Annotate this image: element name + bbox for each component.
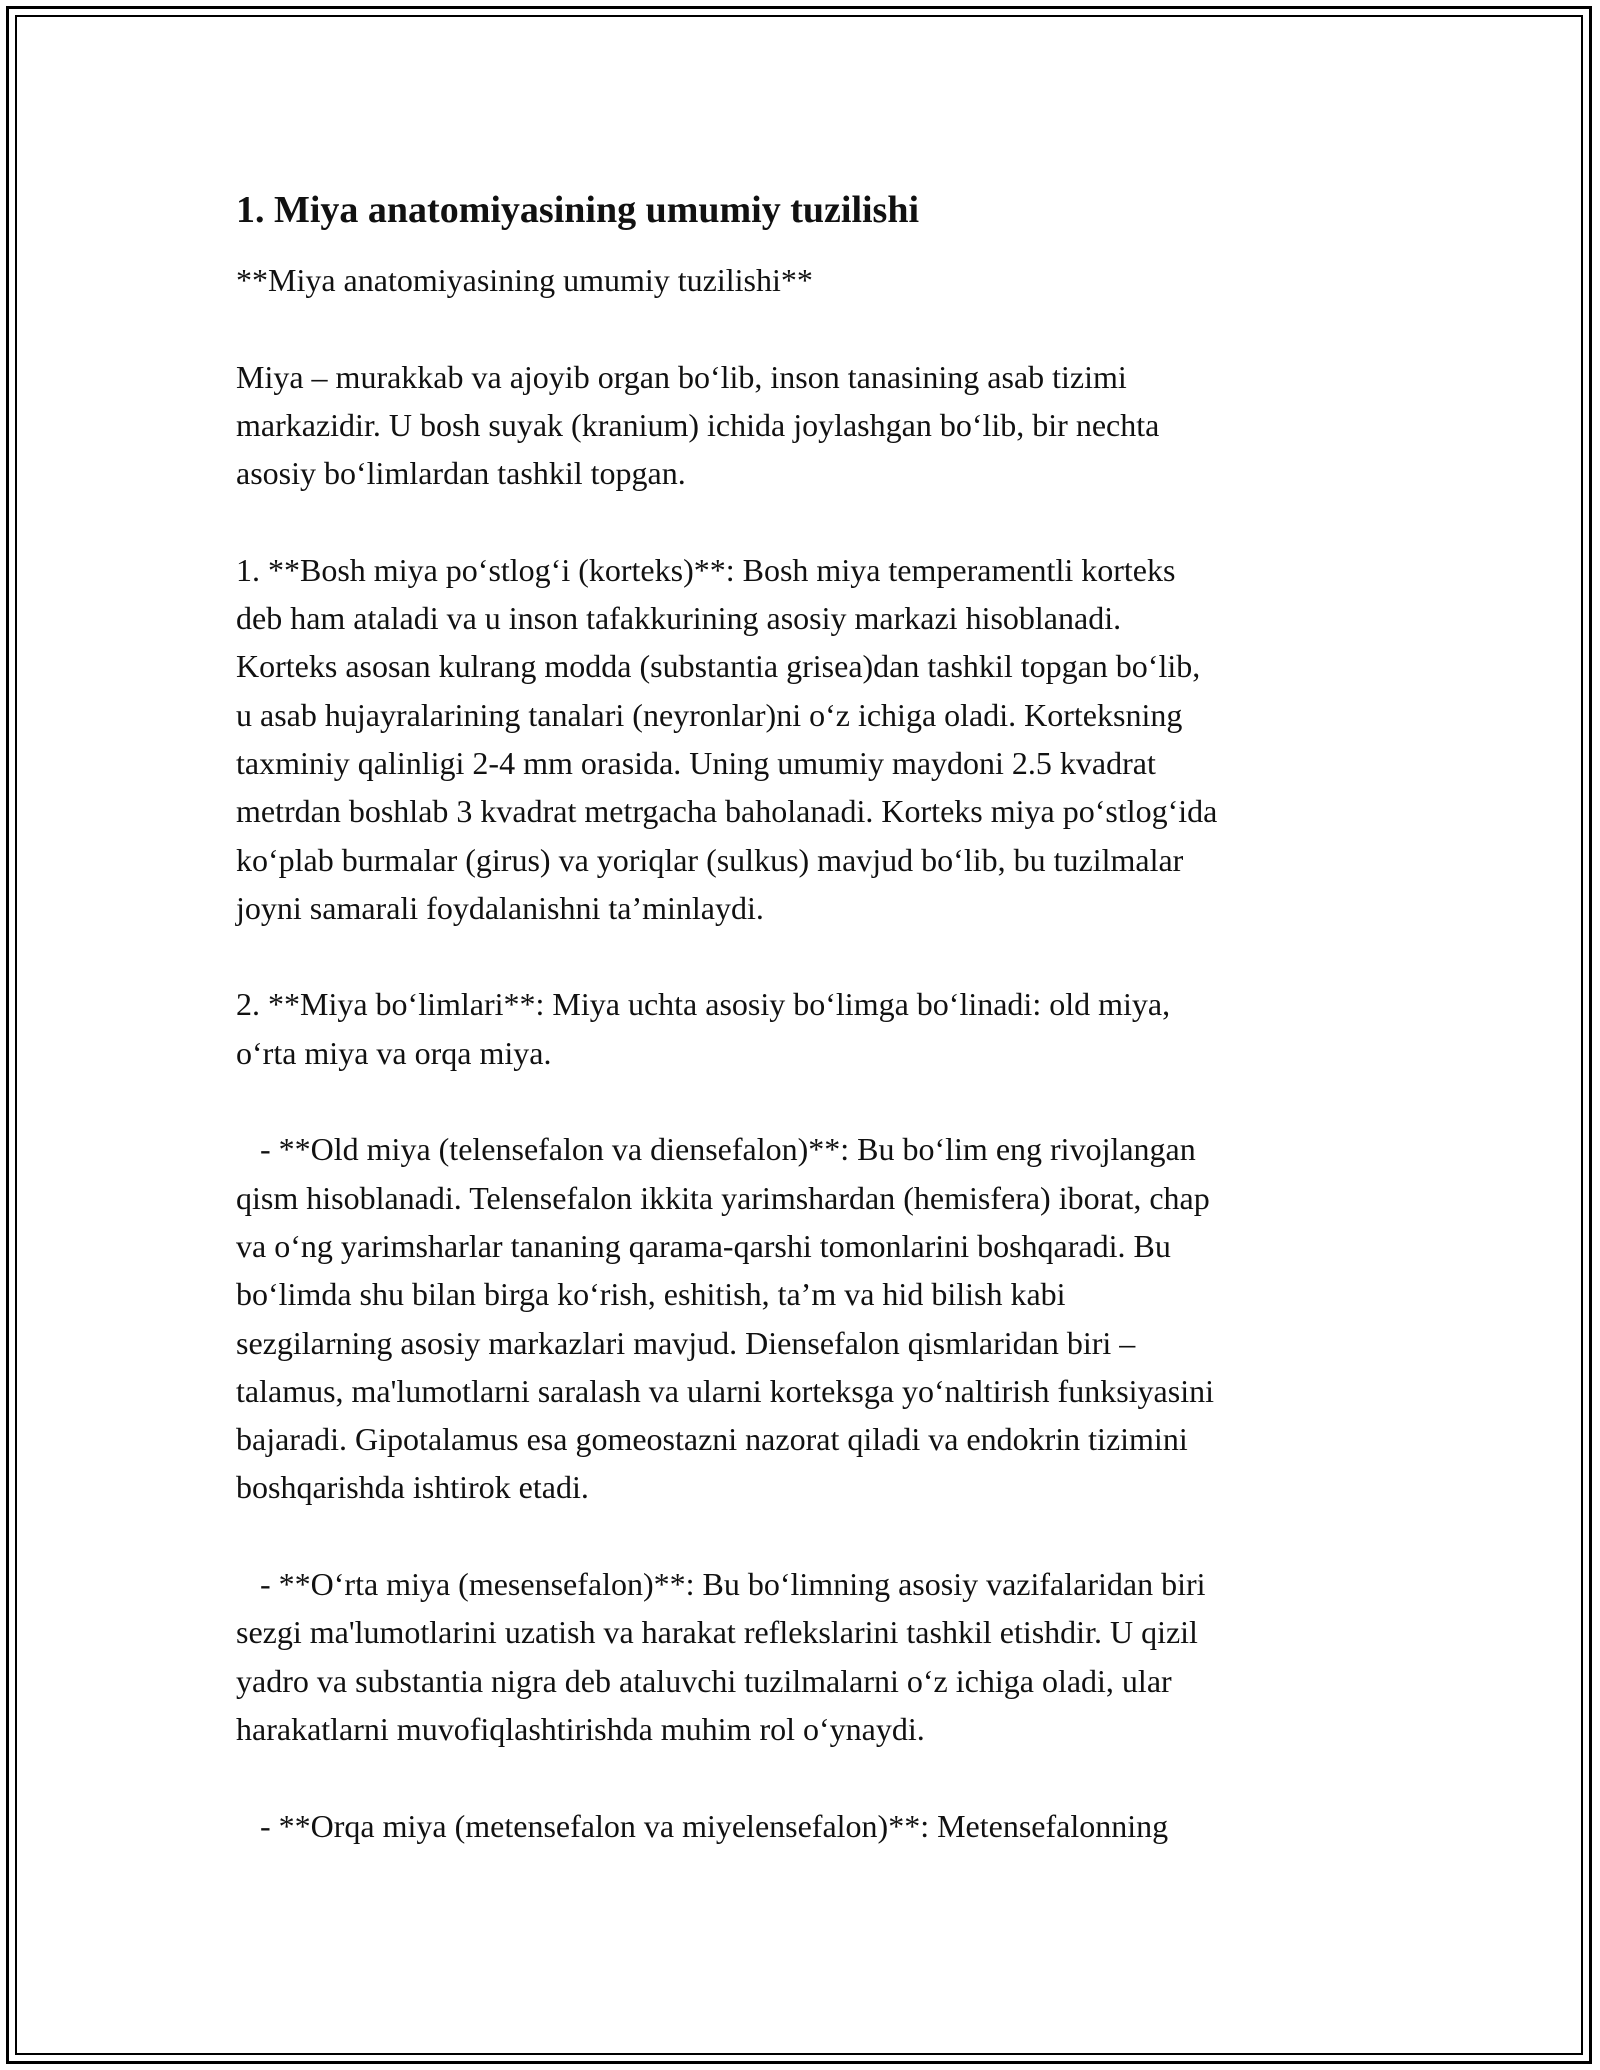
text-line: u asab hujayralarining tanalari (neyronlar)ni o‘z ichiga oladi. Korteksning xyxy=(236,696,1183,733)
text-line: Miya – murakkab va ajoyib organ bo‘lib, inson tanasining asab tizimi xyxy=(236,358,1127,395)
paragraph xyxy=(236,256,1366,304)
text-line: markazidir. U bosh suyak (kranium) ichida joylashgan bo‘lib, bir nechta xyxy=(236,406,1160,443)
text-line: 2. **Miya bo‘limlari**: Miya uchta asosiy bo‘limga bo‘linadi: old miya, xyxy=(236,986,1171,1023)
text-line: ko‘plab burmalar (girus) va yoriqlar (sulkus) mavjud bo‘lib, bu tuzilmalar xyxy=(236,841,1184,878)
text-line: taxminiy qalinligi 2-4 mm orasida. Uning umumiy maydoni 2.5 kvadrat xyxy=(236,744,1156,781)
text-line: boshqarishda ishtirok etadi. xyxy=(236,1469,589,1506)
paragraph xyxy=(236,980,1366,1077)
text-line: harakatlarni muvofiqlashtirishda muhim rol o‘ynaydi. xyxy=(236,1710,925,1747)
text-line: sezgi ma'lumotlarini uzatish va harakat reflekslarini tashkil etishdir. U qizil xyxy=(236,1614,1198,1651)
text-line: va o‘ng yarimsharlar tananing qarama-qarshi tomonlarini boshqaradi. Bu xyxy=(236,1227,1171,1264)
text-line: talamus, ma'lumotlarni saralash va ularni korteksga yo‘naltirish funksiyasini xyxy=(236,1372,1214,1409)
text-line: - **Orqa miya (metensefalon va miyelensefalon)**: Metensefalonning xyxy=(236,1807,1169,1844)
paragraph xyxy=(236,353,1366,498)
text-line: yadro va substantia nigra deb ataluvchi tuzilmalarni o‘z ichiga oladi, ular xyxy=(236,1662,1172,1699)
paragraph xyxy=(236,546,1366,932)
document-body xyxy=(236,186,1366,1898)
text-line: o‘rta miya va orqa miya. xyxy=(236,1034,552,1071)
paragraph xyxy=(236,1802,1366,1850)
paragraph-list xyxy=(236,256,1366,1850)
text-line: qism hisoblanadi. Telensefalon ikkita yarimshardan (hemisfera) iborat, chap xyxy=(236,1179,1210,1216)
text-line: bo‘limda shu bilan birga ko‘rish, eshitish, ta’m va hid bilish kabi xyxy=(236,1276,1066,1313)
text-line: - **Old miya (telensefalon va diensefalon)**: Bu bo‘lim eng rivojlangan xyxy=(236,1131,1196,1168)
text-line: sezgilarning asosiy markazlari mavjud. Diensefalon qismlaridan biri – xyxy=(236,1324,1136,1361)
paragraph xyxy=(236,1125,1366,1511)
text-line: 1. **Bosh miya po‘stlog‘i (korteks)**: Bosh miya temperamentli korteks xyxy=(236,551,1176,588)
text-line: deb ham ataladi va u inson tafakkurining asosiy markazi hisoblanadi. xyxy=(236,600,1122,637)
text-line: bajaradi. Gipotalamus esa gomeostazni nazorat qiladi va endokrin tizimini xyxy=(236,1421,1188,1458)
text-line: - **O‘rta miya (mesensefalon)**: Bu bo‘limning asosiy vazifalaridan biri xyxy=(236,1566,1206,1603)
section-heading: 1. Miya anatomiyasining umumiy tuzilishi xyxy=(236,189,920,231)
paragraph xyxy=(236,1560,1366,1753)
text-line: **Miya anatomiyasining umumiy tuzilishi** xyxy=(236,262,813,298)
text-line: Korteks asosan kulrang modda (substantia grisea)dan tashkil topgan bo‘lib, xyxy=(236,648,1201,685)
text-line: asosiy bo‘limlardan tashkil topgan. xyxy=(236,455,686,492)
text-line: metrdan boshlab 3 kvadrat metrgacha baholanadi. Korteks miya po‘stlog‘ida xyxy=(236,793,1218,830)
text-line: joyni samarali foydalanishni ta’minlaydi. xyxy=(236,889,764,926)
